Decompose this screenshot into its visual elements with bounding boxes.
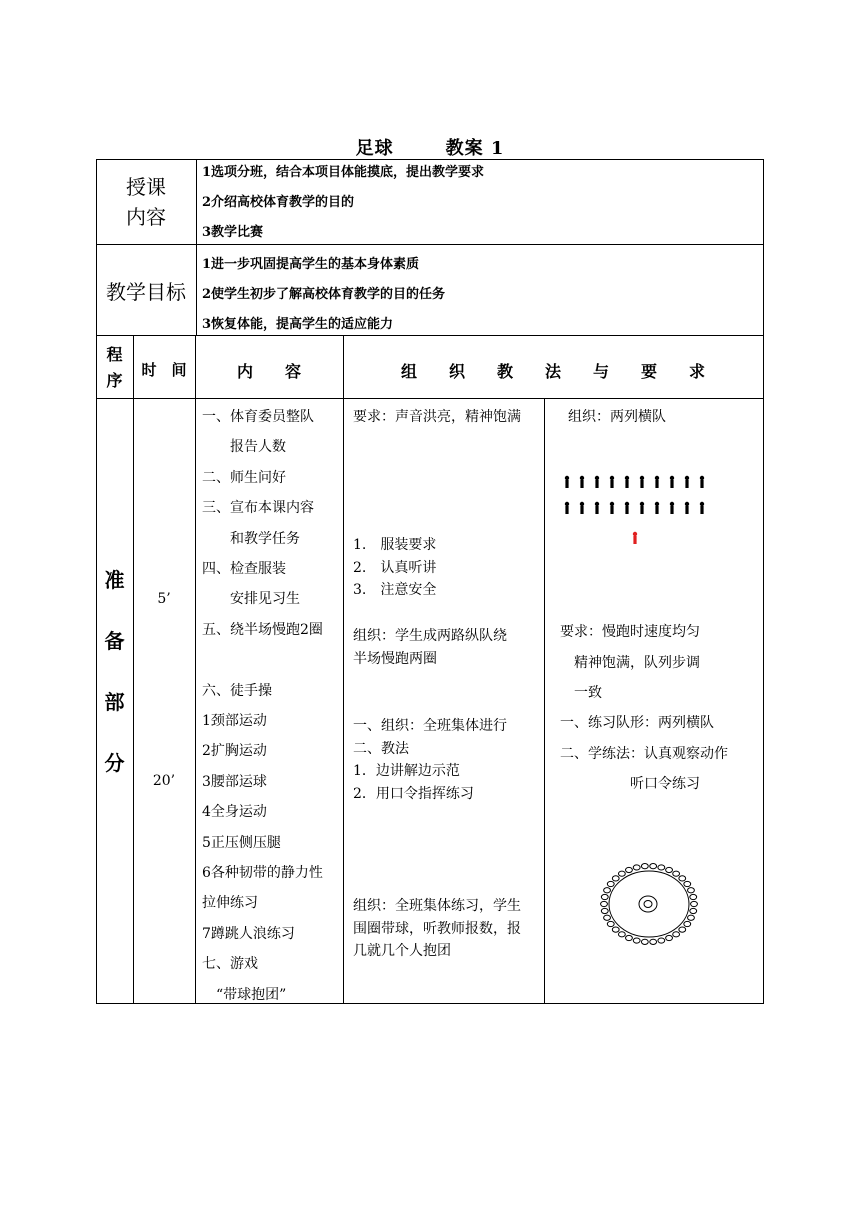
method-game-organization: 组织：全班集体练习，学生 围圈带球，听教师报数，报 几就几个人抱团 bbox=[353, 898, 521, 959]
player-icon bbox=[673, 871, 680, 876]
student-icon bbox=[640, 502, 644, 506]
teaching-content-item: 3教学比赛 bbox=[202, 225, 264, 240]
player-icon bbox=[679, 876, 686, 881]
method-exercise-organization: 一、组织：全班集体进行 二、教法 1．边讲解边示范 2．用口令指挥练习 bbox=[353, 718, 507, 802]
student-icon bbox=[700, 476, 704, 480]
student-icon bbox=[595, 476, 599, 480]
content-line: 拉伸练习 bbox=[202, 895, 258, 912]
student-icon bbox=[685, 502, 689, 506]
content-line: 6各种韧带的静力性 bbox=[202, 865, 323, 882]
section-label: 准 备 部 分 bbox=[104, 568, 125, 775]
teaching-goal-item: 3恢复体能，提高学生的适应能力 bbox=[202, 317, 394, 332]
teaching-goals-list bbox=[202, 250, 762, 340]
student-icon bbox=[595, 502, 599, 506]
student-icon bbox=[700, 502, 704, 506]
player-icon bbox=[633, 938, 640, 943]
student-icon bbox=[670, 502, 674, 506]
content-line: 报告人数 bbox=[202, 439, 286, 456]
player-icon bbox=[690, 908, 697, 913]
circle-game-diagram bbox=[596, 858, 706, 948]
teaching-content-item: 1选项分班，结合本项目体能摸底，提出教学要求 bbox=[202, 165, 485, 180]
header-method: 组 织 教 法 与 要 求 bbox=[400, 362, 705, 381]
player-icon bbox=[691, 901, 698, 906]
teaching-goals-label: 教学目标 bbox=[106, 280, 186, 304]
content-line: 安排见习生 bbox=[202, 591, 300, 608]
player-icon bbox=[633, 865, 640, 870]
player-icon bbox=[601, 894, 608, 899]
player-icon bbox=[607, 881, 614, 886]
header-time: 时 间 bbox=[141, 361, 187, 379]
teaching-content-label: 授课 内容 bbox=[126, 175, 166, 229]
teaching-content-list bbox=[202, 158, 762, 248]
formation-diagram bbox=[555, 470, 735, 550]
player-icon bbox=[690, 894, 697, 899]
student-icon bbox=[633, 532, 637, 536]
player-icon bbox=[618, 932, 625, 937]
content-line: 5正压侧压腿 bbox=[202, 834, 281, 851]
player-icon bbox=[641, 939, 648, 944]
content-line: 1颈部运动 bbox=[202, 713, 267, 730]
teaching-content-item: 2介绍高校体育教学的目的 bbox=[202, 195, 355, 210]
title-subject: 足球 bbox=[355, 138, 394, 159]
content-line: 7蹲跳人浪练习 bbox=[202, 925, 295, 942]
method-requirement: 要求：声音洪亮，精神饱满 bbox=[353, 409, 521, 425]
content-line: 三、宣布本课内容 bbox=[202, 500, 314, 517]
player-icon bbox=[612, 927, 619, 932]
player-icon bbox=[604, 915, 611, 920]
player-icon bbox=[666, 935, 673, 940]
time-exercise: 20’ bbox=[152, 773, 176, 789]
practice-points: 一、练习队形：两列横队 二、学练法：认真观察动作 听口令练习 bbox=[560, 715, 728, 792]
student-icon bbox=[565, 502, 569, 506]
method-run-organization: 组织：学生成两路纵队绕 半场慢跑两圈 bbox=[353, 628, 507, 667]
student-icon bbox=[580, 502, 584, 506]
student-icon bbox=[625, 476, 629, 480]
student-icon bbox=[655, 476, 659, 480]
player-icon bbox=[684, 881, 691, 886]
teaching-goal-item: 1进一步巩固提高学生的基本身体素质 bbox=[202, 257, 420, 272]
player-icon bbox=[626, 935, 633, 940]
formation-label: 组织：两列横队 bbox=[568, 409, 666, 425]
content-list bbox=[202, 402, 347, 1010]
player-icon bbox=[641, 864, 648, 869]
player-icon bbox=[607, 921, 614, 926]
player-icon bbox=[684, 921, 691, 926]
student-icon bbox=[580, 476, 584, 480]
method-list: 1. 服装要求 2. 认真听讲 3. 注意安全 bbox=[353, 537, 437, 598]
content-line: “带球抱团” bbox=[202, 986, 287, 1003]
player-icon bbox=[650, 939, 657, 944]
student-icon bbox=[640, 476, 644, 480]
player-icon bbox=[601, 901, 608, 906]
player-icon bbox=[618, 871, 625, 876]
student-icon bbox=[625, 502, 629, 506]
time-warmup: 5’ bbox=[157, 591, 171, 607]
header-content: 内 容 bbox=[236, 362, 301, 381]
content-line: 2扩胸运动 bbox=[202, 743, 267, 760]
student-icon bbox=[670, 476, 674, 480]
teaching-goal-item: 2使学生初步了解高校体育教学的目的任务 bbox=[202, 287, 446, 302]
player-icon bbox=[666, 867, 673, 872]
student-icon bbox=[610, 502, 614, 506]
player-icon bbox=[658, 865, 665, 870]
student-icon bbox=[610, 476, 614, 480]
player-icon bbox=[658, 938, 665, 943]
content-line: 3腰部运球 bbox=[202, 773, 267, 790]
content-line: 和教学任务 bbox=[202, 530, 300, 547]
content-line: 四、检查服装 bbox=[202, 561, 286, 578]
ball-icon bbox=[639, 896, 657, 912]
player-icon bbox=[604, 888, 611, 893]
content-line: 五、绕半场慢跑2圈 bbox=[202, 621, 323, 638]
player-icon bbox=[673, 932, 680, 937]
content-line: 一、体育委员整队 bbox=[202, 409, 314, 425]
player-icon bbox=[601, 908, 608, 913]
title-number: 1 bbox=[490, 138, 505, 159]
student-icon bbox=[685, 476, 689, 480]
running-requirement: 要求：慢跑时速度均匀 精神饱满，队列步调 一致 bbox=[560, 624, 700, 701]
title-plan: 教案 bbox=[445, 138, 484, 159]
player-icon bbox=[688, 888, 695, 893]
content-line: 4全身运动 bbox=[202, 804, 267, 821]
player-icon bbox=[626, 867, 633, 872]
player-icon bbox=[679, 927, 686, 932]
content-line: 六、徒手操 bbox=[202, 682, 272, 699]
student-icon bbox=[565, 476, 569, 480]
header-program: 程 序 bbox=[106, 345, 123, 390]
lesson-title bbox=[0, 134, 860, 160]
player-icon bbox=[688, 915, 695, 920]
player-icon bbox=[650, 864, 657, 869]
content-line: 七、游戏 bbox=[202, 956, 258, 973]
content-line bbox=[202, 645, 347, 675]
content-line: 二、师生问好 bbox=[202, 469, 286, 486]
player-icon bbox=[612, 876, 619, 881]
student-icon bbox=[655, 502, 659, 506]
